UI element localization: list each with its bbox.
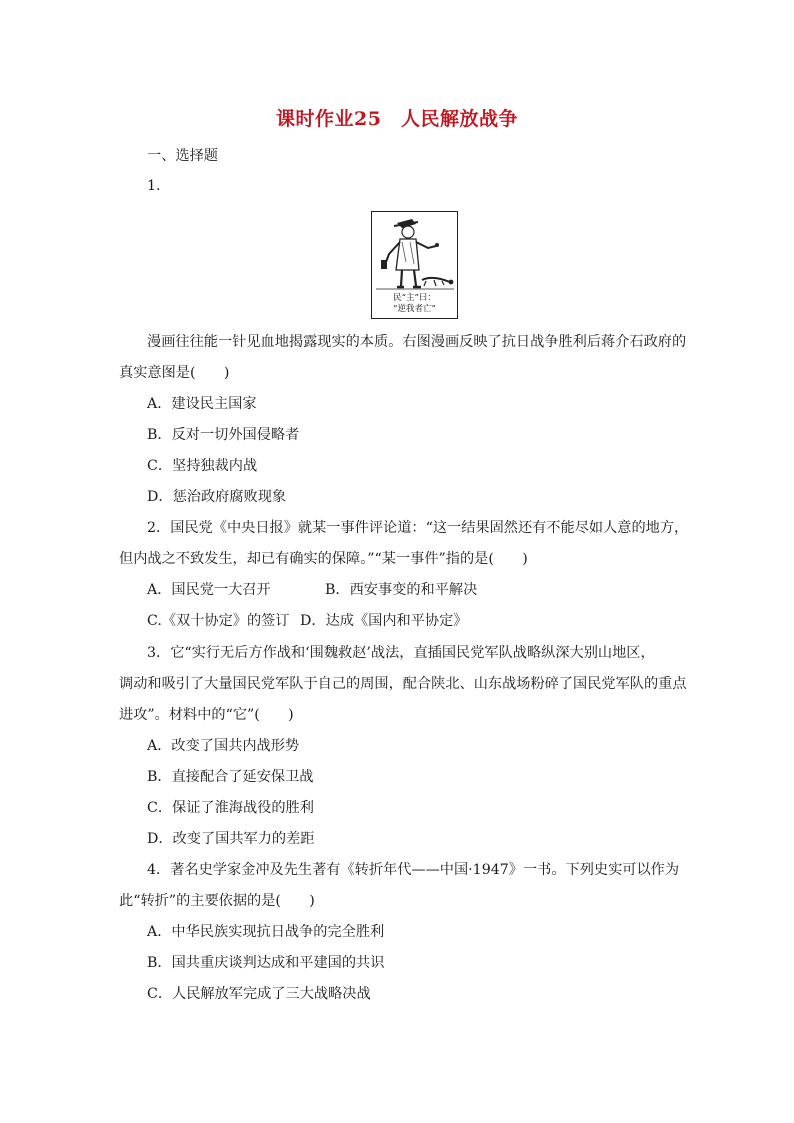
question-3-option-b: B．直接配合了延安保卫战: [147, 769, 314, 785]
question-3-option-d: D．改变了国共军力的差距: [147, 831, 315, 847]
question-2-option-b: B．西安事变的和平解决: [325, 582, 478, 598]
question-3-option-a: A．改变了国共内战形势: [147, 738, 300, 754]
question-1-option-c: C．坚持独裁内战: [147, 458, 258, 474]
question-3-stem-line-2: 调动和吸引了大量国民党军队于自己的周围，配合陕北、山东战场粉碎了国民党军队的重点: [119, 676, 687, 692]
question-4-stem-line-2: 此“转折”的主要依据的是( ): [119, 893, 315, 909]
question-4-option-a: A．中华民族实现抗日战争的完全胜利: [147, 924, 385, 940]
cartoon-drawing: [372, 212, 456, 292]
question-2-option-d: D．达成《国内和平协定》: [300, 613, 468, 629]
question-2-stem-line-1: 2．国民党《中央日报》就某一事件评论道：“这一结果固然还有不能尽如人意的地方，: [147, 520, 689, 536]
question-4-option-b: B．国共重庆谈判达成和平建国的共识: [147, 955, 385, 971]
cartoon-caption-line-1: 民“主”曰：: [393, 293, 436, 303]
political-cartoon-image: [371, 211, 458, 319]
question-2-stem-line-2: 但内战之不致发生，却已有确实的保障。”“某一事件”指的是( ): [119, 551, 528, 567]
question-3-stem-line-3: 进攻”。材料中的“它”( ): [119, 707, 294, 723]
section-heading: 一、选择题: [147, 148, 218, 164]
question-2-option-a: A．国民党一大召开: [147, 582, 271, 598]
question-3-stem-line-1: 3．它“实行无后方作战和‘围魏救赵’战法，直插国民党军队战略纵深大别山地区，: [147, 645, 655, 661]
question-4-stem-line-1: 4．著名史学家金冲及先生著有《转折年代——中国·1947》一书。下列史实可以作为: [147, 862, 680, 878]
question-4-option-c: C．人民解放军完成了三大战略决战: [147, 986, 371, 1002]
question-3-option-c: C．保证了淮海战役的胜利: [147, 800, 314, 816]
cartoon-caption-line-2: “逆我者亡”: [393, 304, 436, 314]
question-1-option-b: B．反对一切外国侵略者: [147, 427, 300, 443]
page-title: 课时作业25 人民解放战争: [276, 108, 518, 130]
question-2-option-c: C.《双十协定》的签订: [147, 613, 290, 629]
question-1-option-a: A．建设民主国家: [147, 396, 257, 412]
question-1-stem-line-1: 漫画往往能一针见血地揭露现实的本质。右图漫画反映了抗日战争胜利后蒋介石政府的: [147, 334, 687, 350]
question-1-number: 1.: [147, 178, 161, 194]
question-1-stem-line-2: 真实意图是( ): [119, 365, 230, 381]
question-1-option-d: D．惩治政府腐败现象: [147, 489, 287, 505]
